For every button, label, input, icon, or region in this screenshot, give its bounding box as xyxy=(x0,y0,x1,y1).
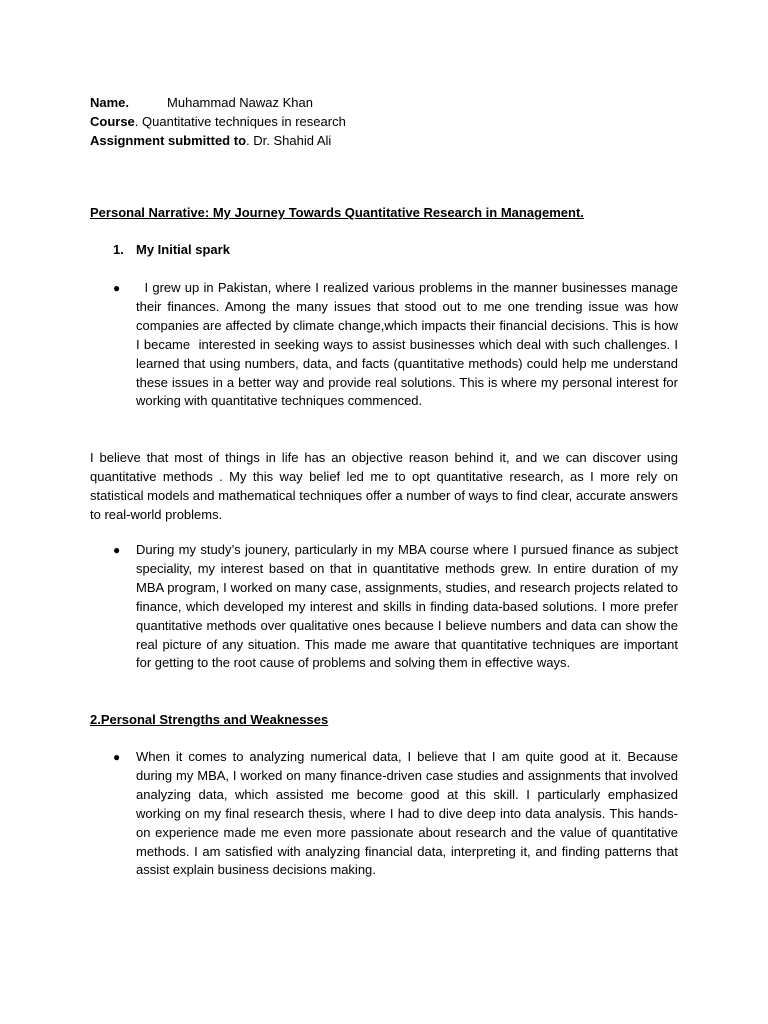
submitted-value: . Dr. Shahid Ali xyxy=(246,133,332,148)
section1-bullet-1-text: I grew up in Pakistan, where I realized various problems in the manner businesses manage their finances. Among the many issues that stood out to me one trending issue was how companies are affected by climate change,which impacts their financial decisions. This is how I became interested in seeking ways to assist businesses which deal with such challenges. I learned that using numbers, data, and facts (quantitative methods) could help me understand these issues in a better way and provide real solutions. This is where my personal interest for working with quantitative techniques commenced. xyxy=(136,280,682,409)
bullet-icon: ● xyxy=(113,281,121,295)
section2-heading: 2.Personal Strengths and Weaknesses xyxy=(90,712,329,727)
section2-bullet-1 xyxy=(113,748,678,880)
course-value: . Quantitative techniques in research xyxy=(134,114,346,129)
submitted-label: Assignment submitted to xyxy=(90,133,247,148)
section2-bullet-1-text: When it comes to analyzing numerical data, I believe that I am quite good at it. Because during my MBA, I worked on many finance-driven case studies and assignments that involved analyzing data, which assisted me become good at this skill. I particularly emphasized working on my final research thesis, where I had to dive deep into data analysis. This hands-on experience made me even more passionate about research and the value of quantitative methods. I am satisfied with analyzing financial data, interpreting it, and finding patterns that assist explain business decisions making. xyxy=(136,749,678,878)
name-label: Name. xyxy=(90,95,130,110)
section1-heading-text: My Initial spark xyxy=(136,242,230,257)
section1-bullet-2-text: During my study’s jounery, particularly in my MBA course where I pursued finance as subject speciality, my interest based on that in quantitative methods grew. In entire duration of my MBA program, I worked on many case, assignments, studies, and research projects related to finance, which developed my interest and skills in finding data-based solutions. I more prefer quantitative methods over qualitative ones because I believe numbers and data can show the real picture of any situation. This made me aware that quantitative techniques are important for getting to the root cause of problems and solving them in effective ways. xyxy=(136,542,678,671)
course-line xyxy=(90,112,690,131)
name-value: Muhammad Nawaz Khan xyxy=(167,95,313,110)
section1-paragraph: I believe that most of things in life has an objective reason behind it, and we can discover using quantitative methods . My this way belief led me to opt quantitative research, as I more rely on statistical models and mathematical techniques offer a number of ways to find clear, accurate answers to real-world problems. xyxy=(90,450,678,522)
section1-bullet-1 xyxy=(113,279,682,411)
submitted-line xyxy=(90,131,690,150)
section1-heading xyxy=(113,242,230,257)
name-line xyxy=(90,93,690,112)
assignment-header xyxy=(90,93,690,150)
bullet-icon: ● xyxy=(113,543,121,557)
document-title: Personal Narrative: My Journey Towards Quantitative Research in Management. xyxy=(90,205,584,220)
section1-bullet-2 xyxy=(113,541,678,673)
section1-number: 1. xyxy=(113,242,124,257)
course-label: Course xyxy=(90,114,135,129)
bullet-icon: ● xyxy=(113,750,121,764)
